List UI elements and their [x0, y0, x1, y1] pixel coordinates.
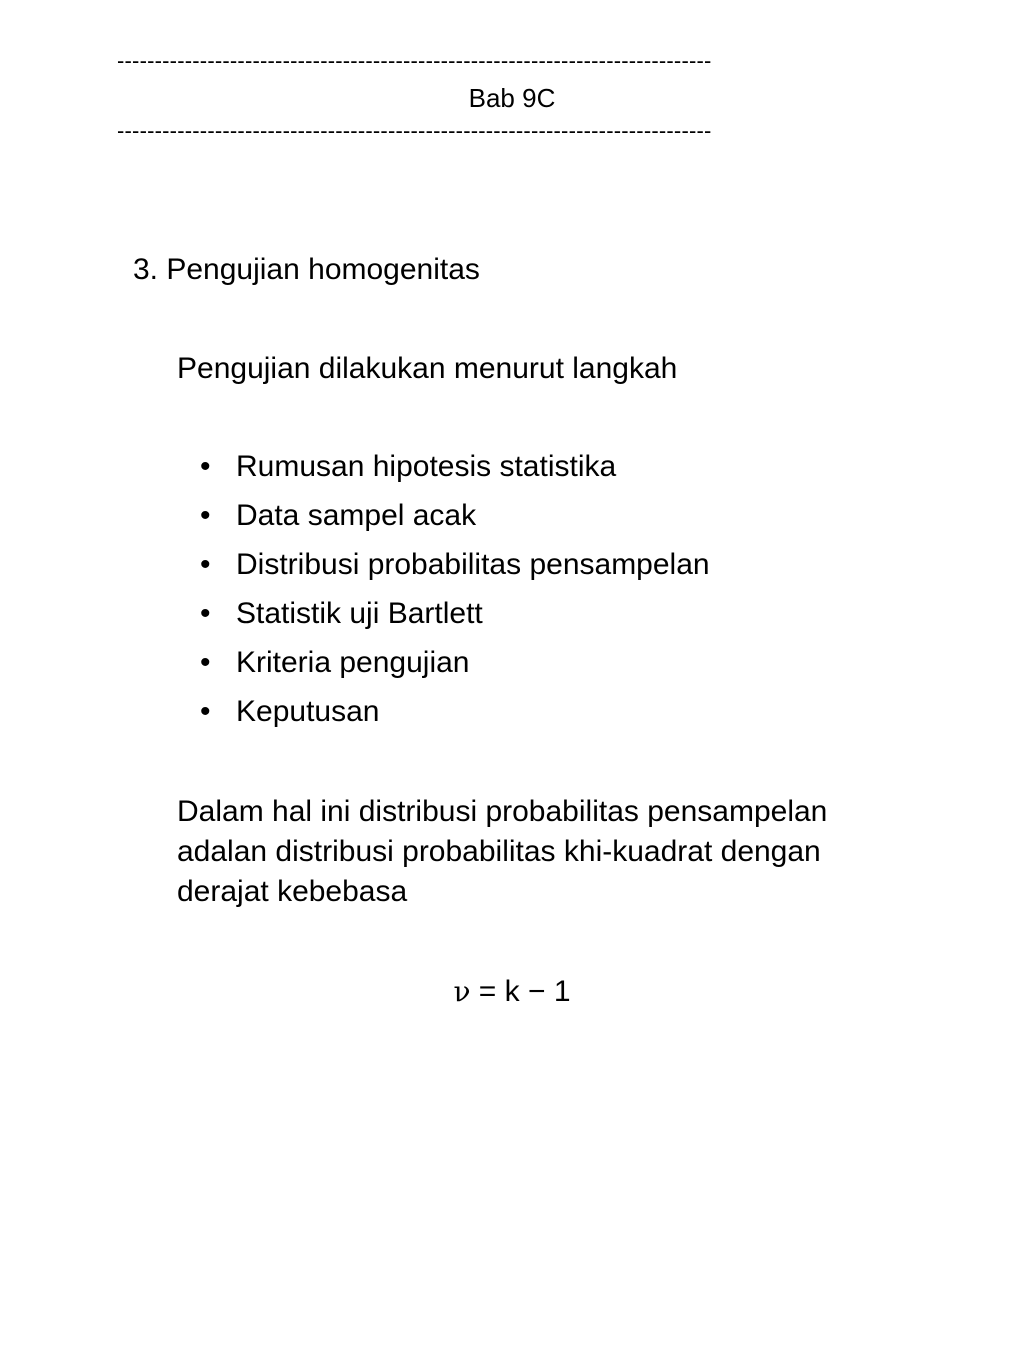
bullet-icon: • [200, 695, 211, 728]
top-dashed-rule: ------------------------------------------------------------------------------- [117, 48, 712, 73]
step-label: Keputusan [236, 695, 380, 728]
bullet-icon: • [200, 548, 211, 581]
paragraph-line: Dalam hal ini distribusi probabilitas pensampelan [177, 795, 828, 828]
step-label: Distribusi probabilitas pensampelan [236, 548, 710, 581]
intro-text: Pengujian dilakukan menurut langkah [177, 352, 678, 385]
section-heading: 3. Pengujian homogenitas [133, 253, 480, 286]
nu-symbol: ν [453, 975, 471, 1008]
bottom-dashed-rule: ------------------------------------------------------------------------------- [117, 118, 712, 143]
step-label: Data sampel acak [236, 499, 477, 532]
bullet-icon: • [200, 450, 211, 483]
bullet-icon: • [200, 597, 211, 630]
explanation-paragraph [177, 792, 977, 912]
degrees-of-freedom-formula [0, 974, 1024, 1010]
bullet-icon: • [200, 646, 211, 679]
step-label: Kriteria pengujian [236, 646, 470, 679]
step-label: Rumusan hipotesis statistika [236, 450, 617, 483]
paragraph-line: derajat kebebasa [177, 875, 408, 908]
paragraph-line: adalan distribusi probabilitas khi-kuadrat dengan [177, 835, 821, 868]
step-label: Statistik uji Bartlett [236, 597, 483, 630]
chapter-title: Bab 9C [468, 83, 556, 113]
formula-expression: = k − 1 [470, 975, 571, 1008]
bullet-icon: • [200, 499, 211, 532]
